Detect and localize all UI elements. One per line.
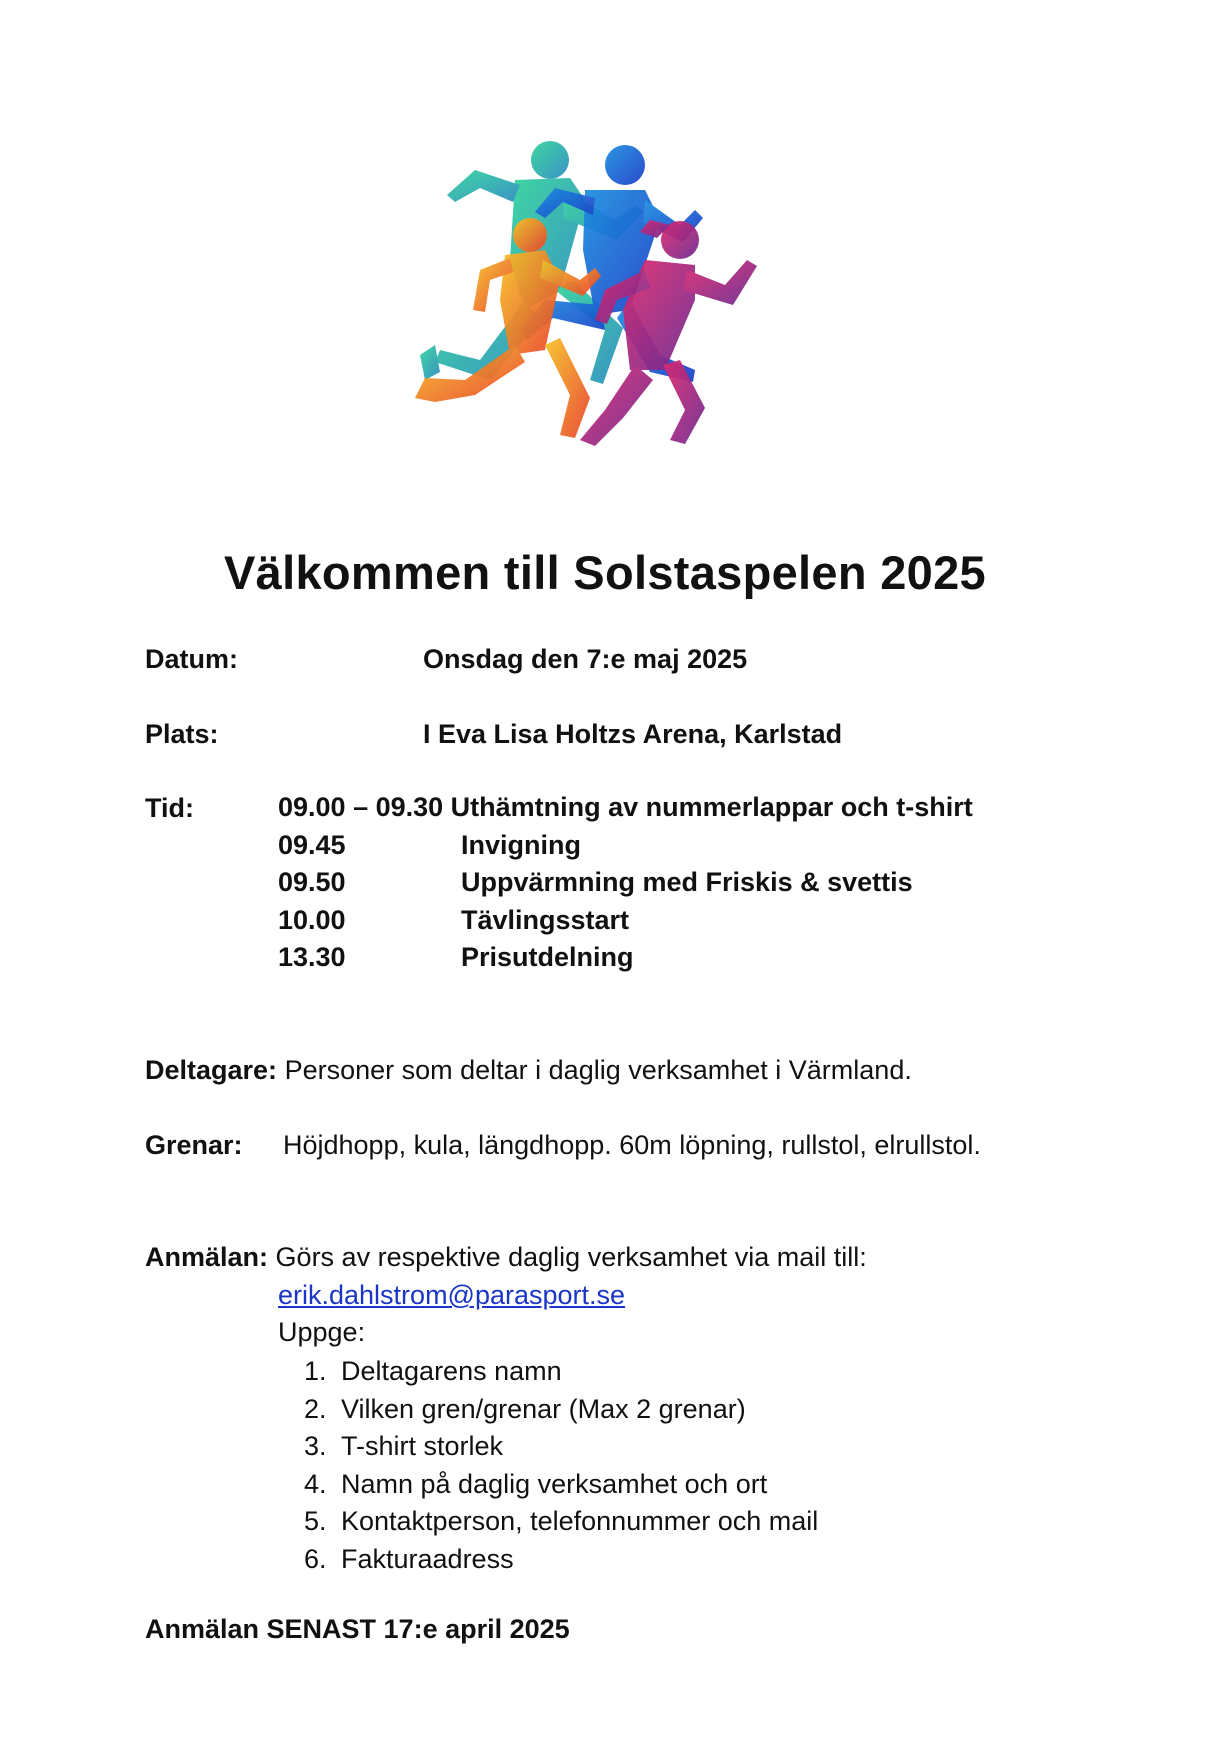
orange-runner-icon [415,218,601,438]
deltagare-label: Deltagare: [145,1055,278,1085]
grenar-label: Grenar: [145,1130,243,1160]
schedule-time: 10.00 [278,904,346,935]
deltagare-row [145,1053,912,1087]
schedule-item [278,789,973,827]
deadline-text: Anmälan SENAST 17:e april 2025 [145,1614,570,1644]
schedule-event: Uppvärmning med Friskis & svettis [461,867,913,897]
schedule-event: Tävlingsstart [461,904,630,935]
datum-row [145,642,748,676]
uppge-label: Uppge: [278,1317,366,1347]
list-item-text: T-shirt storlek [341,1431,504,1461]
list-item: 1. Deltagarens namn [304,1356,562,1386]
schedule-event: Invigning [461,829,581,860]
plats-value: I Eva Lisa Holtzs Arena, Karlstad [423,719,843,749]
schedule-time: 09.00 – 09.30 [278,792,444,822]
grenar-row [145,1128,981,1162]
schedule-time: 13.30 [278,942,346,972]
list-item-text: Vilken gren/grenar (Max 2 grenar) [341,1393,746,1424]
schedule-time: 09.45 [278,829,346,860]
grenar-value: Höjdhopp, kula, längdhopp. 60m löpning, rullstol, elrullstol. [283,1130,981,1160]
schedule-item [278,827,973,865]
list-item-text: Deltagarens namn [341,1356,562,1386]
tid-label: Tid: [145,793,194,823]
datum-label: Datum: [145,644,238,674]
list-item: 6. Fakturaadress [304,1543,514,1574]
tid-row [145,791,194,825]
schedule-event: Uthämtning av nummerlappar och t-shirt [450,792,973,822]
list-item-text: Kontaktperson, telefonnummer och mail [341,1506,819,1536]
page-title: Välkommen till Solstaspelen 2025 [224,546,986,599]
list-item: 2. Vilken gren/grenar (Max 2 grenar) [304,1393,746,1424]
plats-row [145,717,843,751]
list-item: 3. T-shirt storlek [304,1431,504,1461]
email-row [278,1278,625,1312]
schedule-time: 09.50 [278,867,346,897]
schedule-item [278,864,973,902]
requirements-list [304,1353,818,1578]
runners-logo-icon [395,140,815,500]
schedule-item [278,939,973,977]
uppge-row [278,1315,365,1349]
list-item-text: Fakturaadress [341,1543,514,1574]
anmalan-label: Anmälan: [145,1242,269,1272]
datum-value: Onsdag den 7:e maj 2025 [423,644,748,674]
plats-label: Plats: [145,719,219,749]
anmalan-value: Görs av respektive daglig verksamhet via mail till: [275,1242,867,1272]
list-item: 4. Namn på daglig verksamhet och ort [304,1468,768,1499]
schedule-event: Prisutdelning [461,942,634,972]
list-item-text: Namn på daglig verksamhet och ort [341,1468,768,1499]
deltagare-value: Personer som deltar i daglig verksamhet i Värmland. [284,1055,912,1085]
email-link[interactable]: erik.dahlstrom@parasport.se [278,1280,626,1310]
list-item: 5. Kontaktperson, telefonnummer och mail [304,1506,819,1536]
schedule-list [278,789,973,977]
schedule-item [278,902,973,940]
anmalan-row [145,1240,867,1274]
